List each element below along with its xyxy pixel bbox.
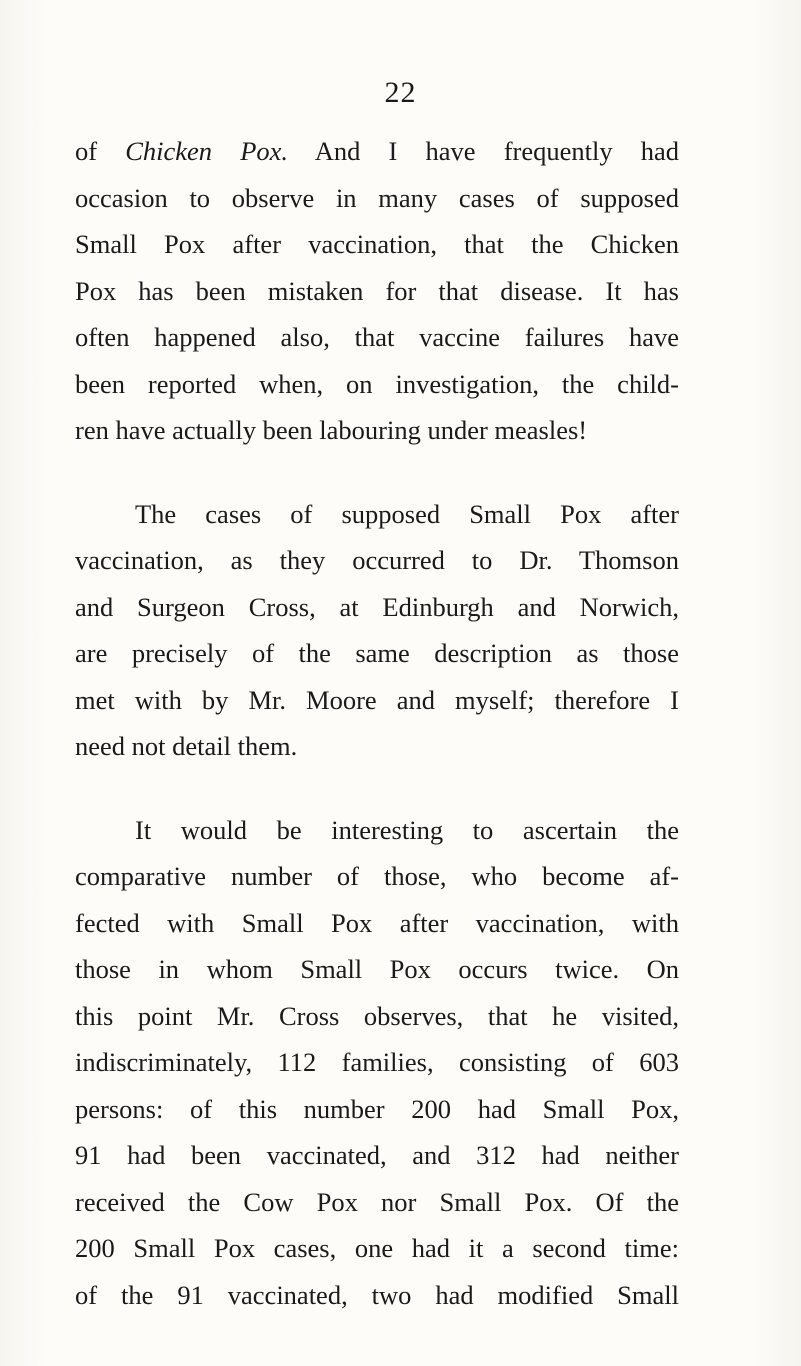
paragraph-2-line-3: and Surgeon Cross, at Edinburgh and Norwich,: [75, 591, 679, 622]
line-rest: And I have frequently had: [314, 136, 680, 166]
paragraph-1-line-2: occasion to observe in many cases of supposed: [75, 182, 679, 213]
paragraph-3-line-4: those in whom Small Pox occurs twice. On: [75, 954, 679, 984]
paragraph-3-line-3: fected with Small Pox after vaccination, with: [75, 907, 679, 938]
paragraph-2-line-2: vaccination, as they occurred to Dr. Thomson: [75, 545, 679, 575]
line-prefix: of: [75, 136, 98, 166]
paragraph-gap: [75, 770, 679, 807]
italic-term: Chicken Pox.: [125, 136, 289, 166]
paragraph-1-line-4: Pox has been mistaken for that disease. It has: [75, 275, 679, 306]
paragraph-2-line-4: are precisely of the same description as those: [75, 638, 679, 668]
paragraph-1-line-6: been reported when, on investigation, the child-: [75, 368, 679, 399]
paragraph-3-line-7: persons: of this number 200 had Small Pox,: [75, 1093, 679, 1124]
paragraph-1-line-7: ren have actually been labouring under measles!: [75, 415, 588, 445]
paragraph-3-line-1: It would be interesting to ascertain the: [135, 814, 679, 845]
paragraph-3-line-5: this point Mr. Cross observes, that he visited,: [75, 1000, 679, 1031]
paragraph-3-line-9: received the Cow Pox nor Small Pox. Of the: [75, 1186, 679, 1217]
paragraph-3-line-11: of the 91 vaccinated, two had modified Small: [75, 1279, 679, 1310]
paragraph-3-line-10: 200 Small Pox cases, one had it a second time:: [75, 1233, 679, 1263]
paragraph-2-line-6: need not detail them.: [75, 731, 298, 761]
paragraph-gap: [75, 454, 679, 491]
paragraph-1-line-3: Small Pox after vaccination, that the Chicken: [75, 229, 679, 259]
paragraph-2-line-1: The cases of supposed Small Pox after: [135, 498, 679, 529]
page-number: 22: [384, 76, 417, 109]
paragraph-3-line-8: 91 had been vaccinated, and 312 had neither: [75, 1140, 679, 1170]
paragraph-1-line-1: [75, 128, 679, 175]
paragraph-3-line-6: indiscriminately, 112 families, consisting of 603: [75, 1047, 679, 1077]
paragraph-1-line-5: often happened also, that vaccine failures have: [75, 322, 679, 352]
paragraph-3-line-2: comparative number of those, who become af-: [75, 861, 679, 891]
page-body: [75, 128, 679, 1318]
paragraph-2-line-5: met with by Mr. Moore and myself; therefore I: [75, 684, 679, 715]
